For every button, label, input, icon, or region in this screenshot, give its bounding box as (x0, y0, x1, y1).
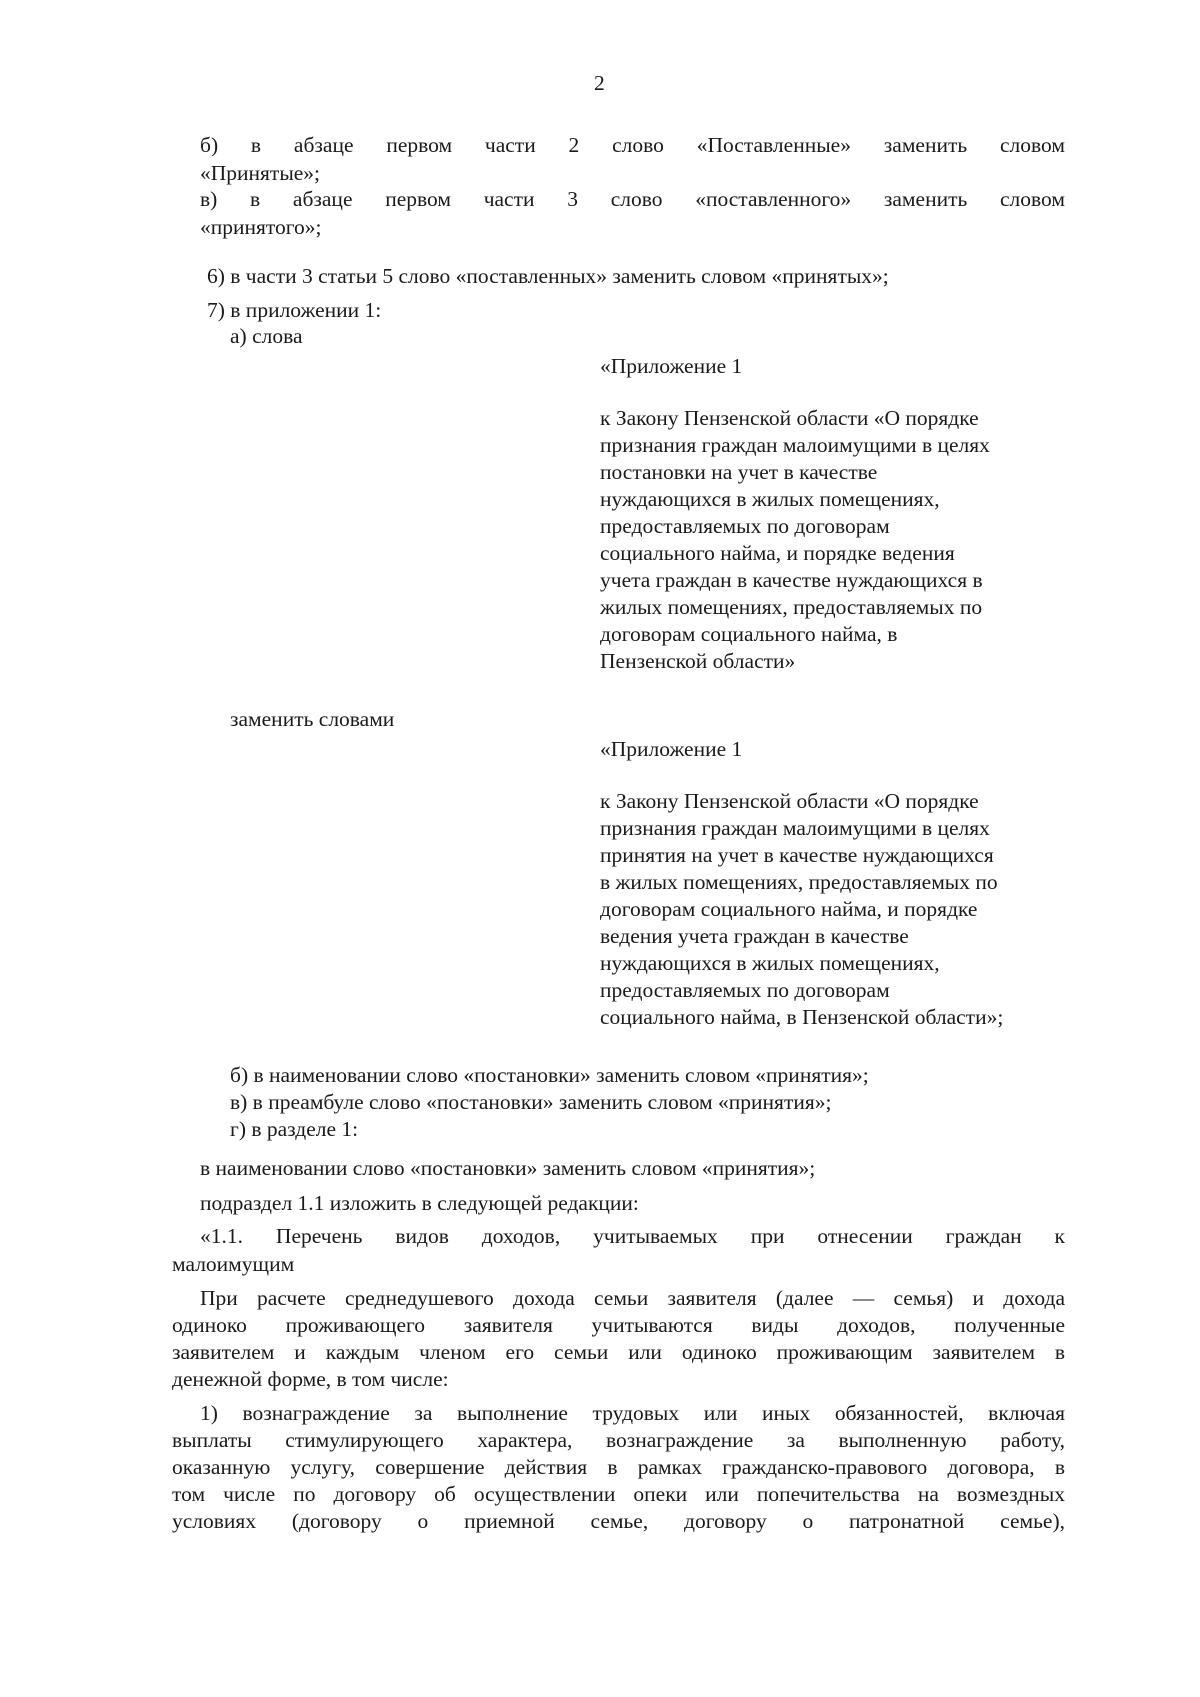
appendix-old-line: Пензенской области» (600, 649, 796, 673)
item-v-line-1: в) в абзаце первом части 3 слово «поставленного» заменить словом (200, 187, 1065, 211)
paragraph-line: заявителем и каждым членом его семьи или одиноко проживающим заявителем в (172, 1340, 1065, 1364)
appendix-old-line: социального найма, и порядке ведения (600, 541, 955, 565)
appendix-old-heading: «Приложение 1 (600, 354, 743, 378)
subitem-v: в) в преамбуле слово «постановки» заменить словом «принятия»; (230, 1090, 832, 1114)
appendix-new-line: предоставляемых по договорам (600, 978, 890, 1002)
appendix-old-line: к Закону Пензенской области «О порядке (600, 406, 979, 430)
paragraph-line: условиях (договору о приемной семье, договору о патронатной семье), (172, 1509, 1065, 1533)
subsection-heading-line-2: малоимущим (172, 1252, 295, 1276)
section1-subsection: подраздел 1.1 изложить в следующей редакции: (200, 1191, 639, 1215)
appendix-old-line: нуждающихся в жилых помещениях, (600, 487, 940, 511)
paragraph-line: выплаты стимулирующего характера, вознаграждение за выполненную работу, (172, 1428, 1065, 1452)
paragraph-line: При расчете среднедушевого дохода семьи заявителя (далее — семья) и дохода (200, 1286, 1065, 1310)
appendix-old-line: постановки на учет в качестве (600, 460, 878, 484)
paragraph-line: 1) вознаграждение за выполнение трудовых или иных обязанностей, включая (200, 1401, 1065, 1425)
item-b-line-2: «Принятые»; (200, 161, 321, 185)
appendix-old-line: договорам социального найма, в (600, 622, 898, 646)
appendix-new-line: в жилых помещениях, предоставляемых по (600, 870, 998, 894)
appendix-new-line: нуждающихся в жилых помещениях, (600, 951, 940, 975)
appendix-new-heading: «Приложение 1 (600, 737, 743, 761)
appendix-old-line: признания граждан малоимущими в целях (600, 433, 990, 457)
paragraph-line: том числе по договору об осуществлении опеки или попечительства на возмездных (172, 1482, 1065, 1506)
item-7: 7) в приложении 1: (207, 298, 382, 322)
item-7a: а) слова (230, 324, 303, 348)
paragraph-line: оказанную услугу, совершение действия в рамках гражданско-правового договора, в (172, 1455, 1065, 1479)
appendix-old-line: жилых помещениях, предоставляемых по (600, 595, 983, 619)
item-v-line-2: «принятого»; (200, 215, 322, 239)
page-number: 2 (594, 71, 605, 95)
appendix-new-line: признания граждан малоимущими в целях (600, 816, 990, 840)
appendix-old-line: учета граждан в качестве нуждающихся в (600, 568, 983, 592)
appendix-new-line: договорам социального найма, и порядке (600, 897, 978, 921)
section1-naming: в наименовании слово «постановки» заменить словом «принятия»; (200, 1156, 816, 1180)
item-6: 6) в части 3 статьи 5 слово «поставленных» заменить словом «принятых»; (207, 264, 889, 288)
subitem-g: г) в разделе 1: (230, 1117, 359, 1141)
appendix-new-line: принятия на учет в качестве нуждающихся (600, 843, 994, 867)
paragraph-line: одиноко проживающего заявителя учитываются виды доходов, полученные (172, 1313, 1065, 1337)
appendix-new-line: социального найма, в Пензенской области»; (600, 1005, 1004, 1029)
replace-with-text: заменить словами (230, 707, 395, 731)
item-b-line-1: б) в абзаце первом части 2 слово «Поставленные» заменить словом (200, 133, 1065, 157)
subsection-heading-line-1: «1.1. Перечень видов доходов, учитываемых при отнесении граждан к (200, 1224, 1065, 1248)
appendix-old-line: предоставляемых по договорам (600, 514, 890, 538)
subitem-b: б) в наименовании слово «постановки» заменить словом «принятия»; (230, 1063, 869, 1087)
paragraph-line: денежной форме, в том числе: (172, 1367, 449, 1391)
appendix-new-line: ведения учета граждан в качестве (600, 924, 909, 948)
appendix-new-line: к Закону Пензенской области «О порядке (600, 789, 979, 813)
